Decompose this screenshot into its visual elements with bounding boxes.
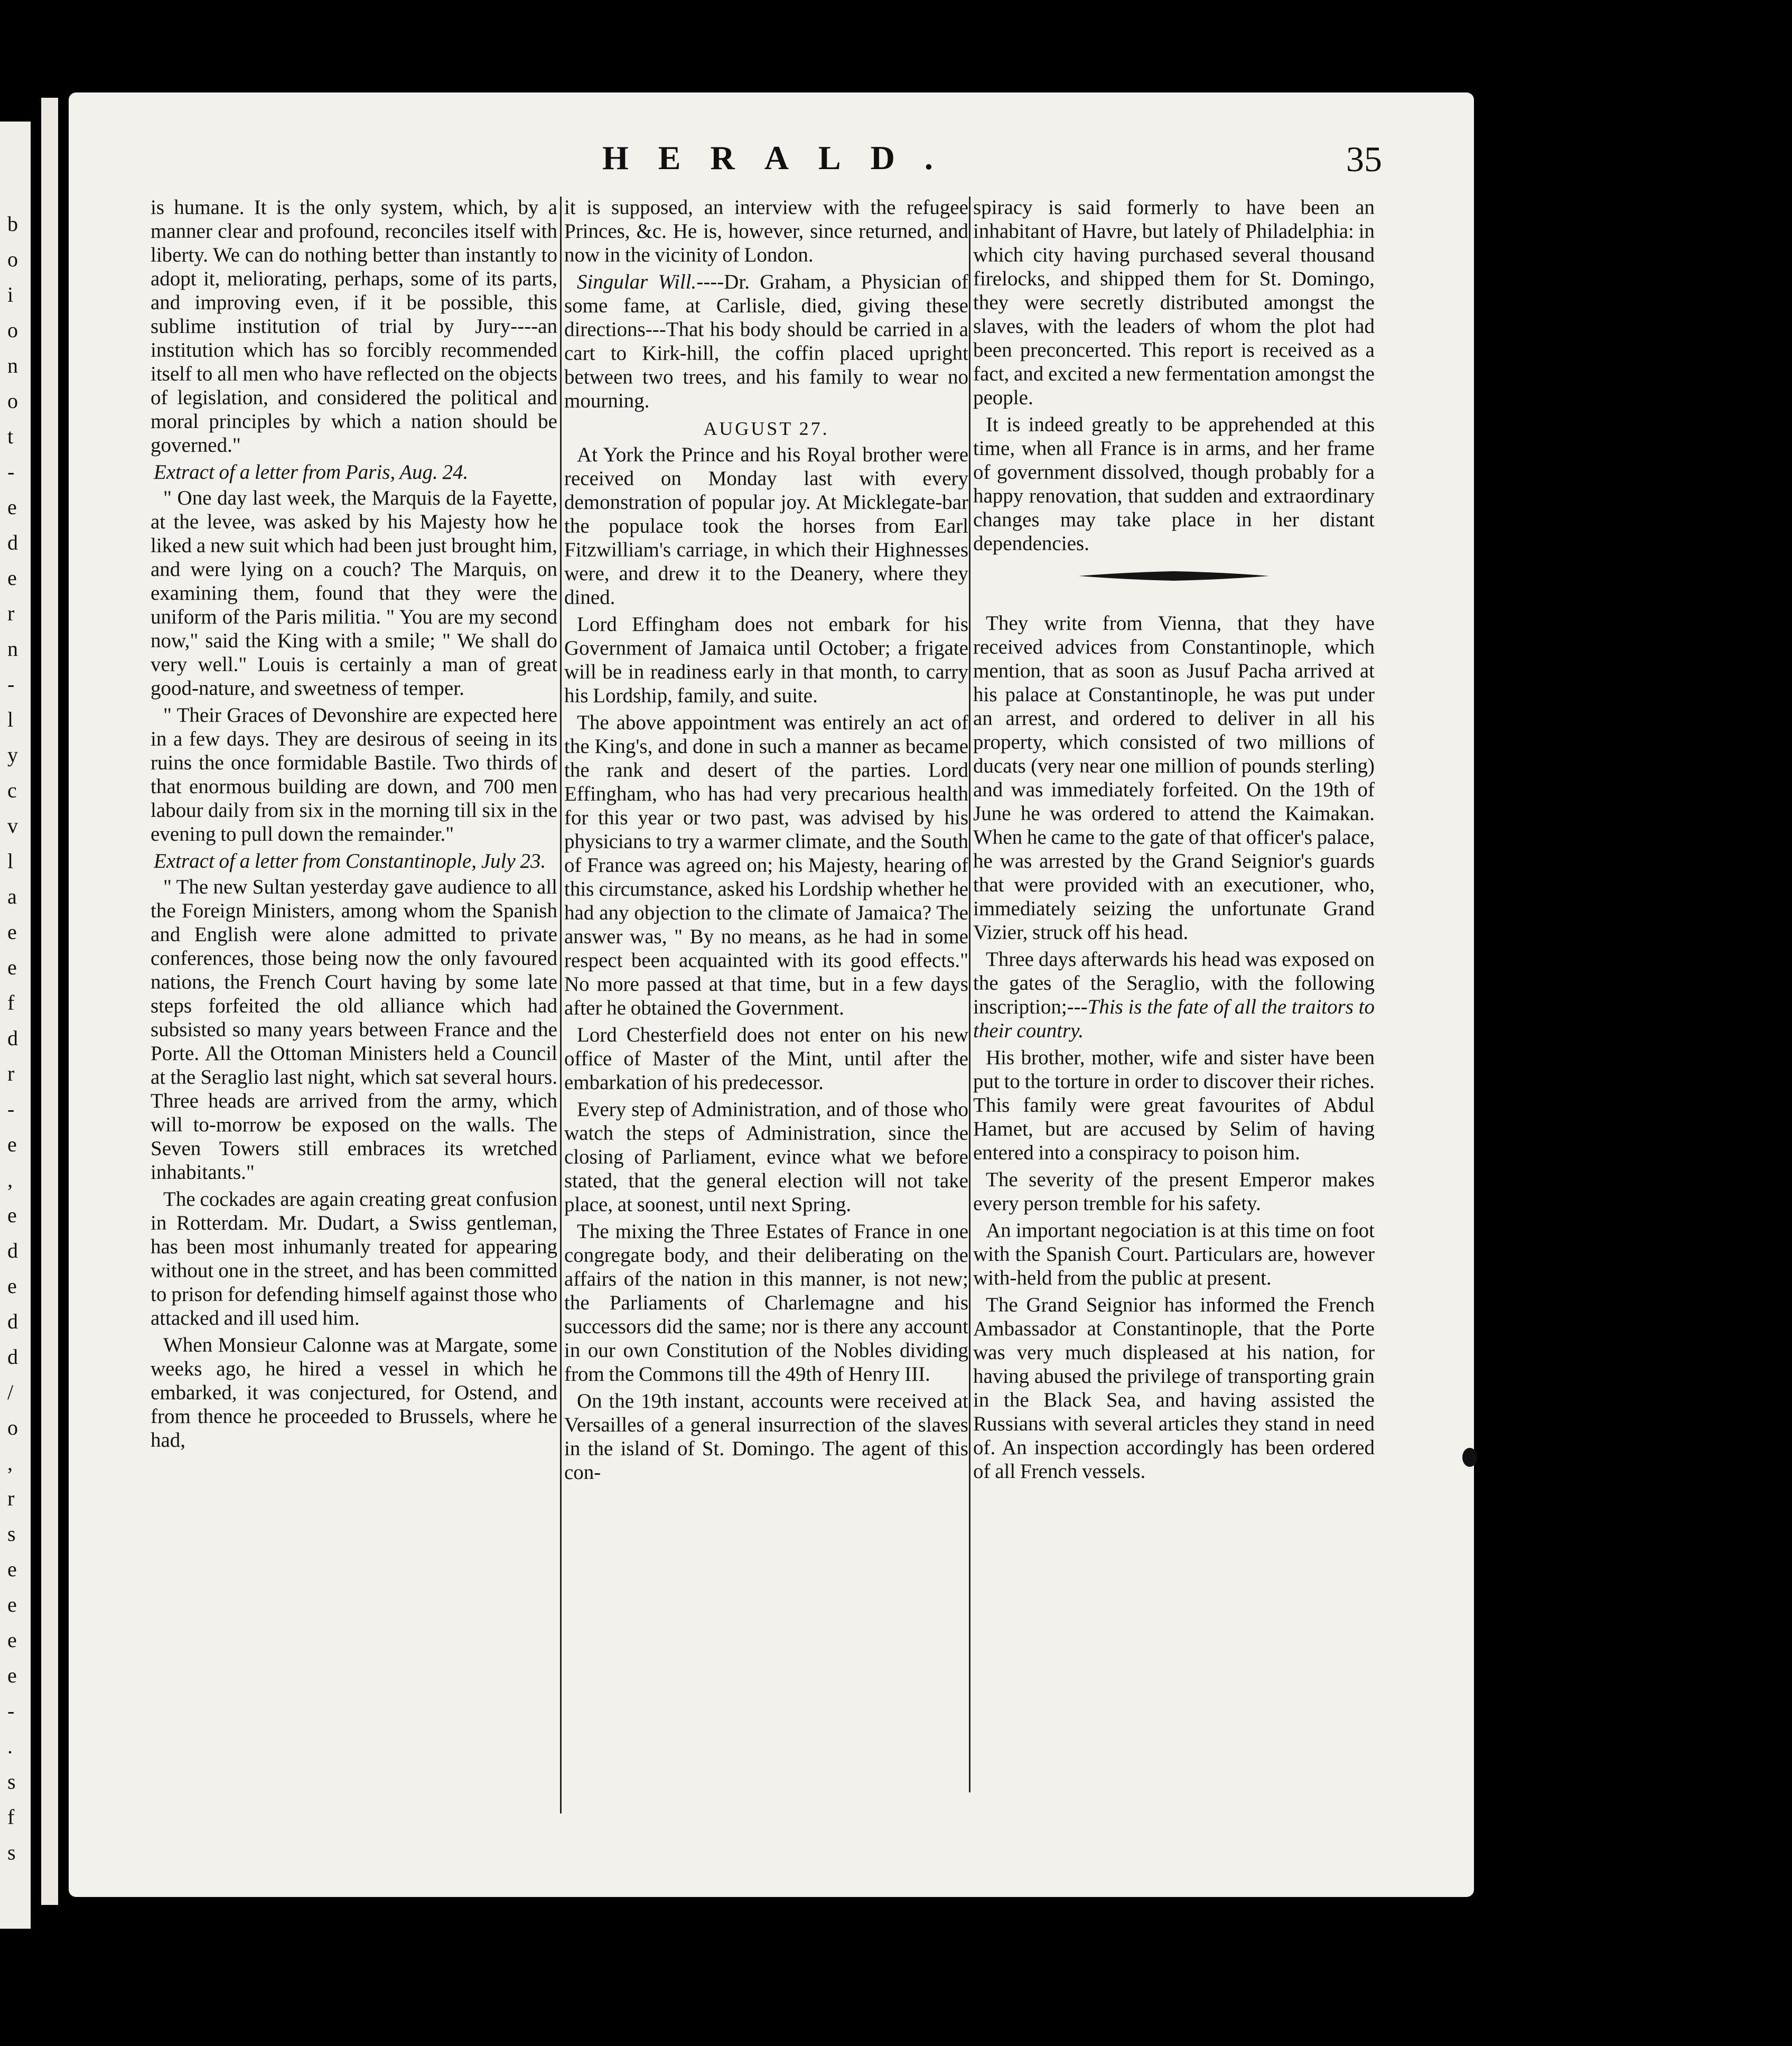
- ornamental-rule: [1079, 570, 1269, 582]
- paragraph: At York the Prince and his Royal brother were received on Monday last with every demonstration of popular joy. At Micklegate-bar the populace took the horses from Earl Fitzwilliam's carriage, in which their Highnesses were, and drew it to the Deanery, where they dined.: [564, 443, 968, 609]
- facing-page-fragment: t: [7, 424, 14, 448]
- facing-page-fragment: d: [7, 1026, 18, 1050]
- paragraph: Every step of Administration, and of those who watch the steps of Administration, since the closing of Parliament, evince what we before stated, that the general election will not take place, at soonest, until next Spring.: [564, 1098, 968, 1216]
- column-left: [151, 196, 557, 1455]
- facing-page-fragment: v: [7, 814, 18, 838]
- facing-page-fragment: r: [7, 601, 15, 625]
- paragraph: " Their Graces of Devonshire are expected here in a few days. They are desirous of seeing in its ruins the once formidable Bastile. Two thirds of that enormous building are down, and 700 men labour daily from six in the morning till six in the evening to pull down the remainder.": [151, 704, 557, 845]
- facing-page-fragment: e: [7, 1132, 17, 1156]
- section-heading: Extract of a letter from Paris, Aug. 24.: [154, 461, 469, 483]
- facing-page-fragment: s: [7, 1770, 16, 1793]
- facing-page-fragment: -: [7, 1097, 15, 1121]
- paragraph: An important negociation is at this time on foot with the Spanish Court. Particulars are, however with-held from the public at present.: [973, 1219, 1375, 1289]
- running-title: HERALD.: [602, 139, 963, 176]
- paragraph: The Grand Seignior has informed the French Ambassador at Constantinople, that the Porte was very much displeased at his nation, for having abused the privilege of transporting grain in the Black Sea, and having assisted the Russians with several articles they stand in need of. An inspection accordingly has been ordered of all French vessels.: [973, 1294, 1375, 1483]
- facing-page-fragment: -: [7, 1699, 15, 1723]
- facing-page-fragment: n: [7, 354, 18, 377]
- facing-page-fragment: c: [7, 778, 17, 802]
- paragraph: The mixing the Three Estates of France in one congregate body, and their deliberating on the affairs of the nation in this manner, is not new; the Parliaments of Charlemagne and his successors did the same; nor is there any account in our own Constitution of the Nobles dividing from the Commons till the 49th of Henry III.: [564, 1220, 968, 1385]
- facing-page-fragment: e: [7, 955, 17, 979]
- paragraph: The severity of the present Emperor makes every person tremble for his safety.: [973, 1168, 1375, 1215]
- facing-page-fragment: d: [7, 1309, 18, 1333]
- facing-page-fragment: s: [7, 1840, 16, 1864]
- paragraph: The above appointment was entirely an act of the King's, and done in such a manner as became the rank and desert of the parties. Lord Effingham, who has had very precarious health for this year or two past, was advised by his physicians to try a warmer climate, and the South of France was agreed on; his Majesty, hearing of this circumstance, asked his Lordship whether he had any objection to the climate of Jamaica? The answer was, " By no means, as he had in some respect been acquainted with its good effects." No more passed at that time, but in a few days after he obtained the Government.: [564, 711, 968, 1019]
- facing-page-fragment: e: [7, 1663, 17, 1687]
- paragraph: Lord Effingham does not embark for his Government of Jamaica until October; a frigate will be in readiness early in that month, to carry his Lordship, family, and suite.: [564, 613, 968, 707]
- paragraph: it is supposed, an interview with the refugee Princes, &c. He is, however, since returned, and now in the vicinity of London.: [564, 196, 968, 266]
- facing-page-fragment: s: [7, 1522, 16, 1546]
- facing-page-fragment: -: [7, 460, 15, 483]
- paragraph: [973, 947, 1375, 1043]
- dateline: AUGUST 27.: [703, 418, 829, 439]
- inscription-text: This is the fate of all the traitors to their country.: [973, 996, 1375, 1042]
- facing-page-fragment: e: [7, 1628, 17, 1652]
- paragraph-text: Three days afterwards his head was exposed on the gates of the Seraglio, with the following inscription;---: [973, 948, 1375, 1018]
- paragraph: They write from Vienna, that they have received advices from Constantinople, which mention, that as soon as Jusuf Pacha arrived at his palace at Constantinople, he was put under an arrest, and ordered to deliver in all his property, which consisted of two millions of ducats (very near one million of pounds sterling) and was immediately forfeited. On the 19th of June he was ordered to attend the Kaimakan. When he came to the gate of that officer's palace, he was arrested by the Grand Seignior's guards that were provided with an executioner, who, immediately seizing the unfortunate Grand Vizier, struck off his head.: [973, 612, 1375, 944]
- facing-page-fragment: b: [7, 212, 18, 236]
- paragraph: " One day last week, the Marquis de la Fayette, at the levee, was asked by his Majesty how he liked a new suit which had been just brought him, and were lying on a couch? The Marquis, on examining them, found that they were the uniform of the Paris militia. " You are my second now," said the King with a smile; " We shall do very well." Louis is certainly a man of great good-nature, and sweetness of temper.: [151, 487, 557, 700]
- facing-page-fragment: e: [7, 920, 17, 944]
- column-right: [973, 196, 1375, 1486]
- page-number: 35: [1346, 139, 1382, 179]
- facing-page-fragment: ,: [7, 1451, 13, 1475]
- facing-page-fragment: e: [7, 495, 17, 519]
- facing-page-fragment: o: [7, 389, 18, 413]
- paragraph: is humane. It is the only system, which, by a manner clear and profound, reconciles itself with liberty. We can do nothing better than instantly to adopt it, meliorating, perhaps, some of its parts, and improving even, if it be possible, this sublime institution of trial by Jury----an institution which has so forcibly recommended itself to all men who have reflected on the objects of legislation, and considered the political and moral principles by which a nation should be governed.": [151, 196, 557, 457]
- facing-page-fragment: d: [7, 1239, 18, 1262]
- ink-blot: [1462, 1448, 1477, 1467]
- facing-page-fragment: -: [7, 672, 15, 696]
- facing-page-fragment: e: [7, 1274, 17, 1298]
- facing-page-fragment: l: [7, 849, 14, 873]
- facing-page-fragment: e: [7, 1557, 17, 1581]
- paragraph: His brother, mother, wife and sister have been put to the torture in order to discover their riches. This family were great favourites of Abdul Hamet, but are accused by Selim of having entered into a conspiracy to poison him.: [973, 1046, 1375, 1164]
- facing-page-fragment: r: [7, 1486, 15, 1510]
- facing-page-fragment: f: [7, 1805, 15, 1829]
- paragraph: The cockades are again creating great confusion in Rotterdam. Mr. Dudart, a Swiss gentleman, has been most inhumanly treated for appearing without one in the street, and has been committed to prison for defending himself against those who attacked and ill used him.: [151, 1188, 557, 1329]
- column-rule-right: [969, 197, 970, 1792]
- facing-page-fragment: ,: [7, 1168, 13, 1192]
- facing-page-fragment: f: [7, 991, 15, 1015]
- facing-page-fragment: o: [7, 247, 18, 271]
- facing-page-fragment: d: [7, 1345, 18, 1369]
- paragraph: It is indeed greatly to be apprehended at this time, when all France is in arms, and her frame of government dissolved, though probably for a happy renovation, that sudden and extraordinary changes may take place in her distant dependencies.: [973, 413, 1375, 555]
- facing-page-fragment: r: [7, 1062, 15, 1085]
- column-rule-left: [560, 197, 562, 1814]
- section-heading: Extract of a letter from Constantinople, July 23.: [154, 850, 546, 872]
- facing-page-fragment: e: [7, 1203, 17, 1227]
- paragraph: spiracy is said formerly to have been an inhabitant of Havre, but lately of Philadelphia: in which city having purchased several thousand firelocks, and shipped them for St. Domingo, they were secretly distributed amongst the slaves, with the leaders of whom the plot had been preconcerted. This report is received as a fact, and excited a new fermentation amongst the people.: [973, 196, 1375, 409]
- facing-page-fragment: y: [7, 743, 18, 767]
- facing-page-fragment: o: [7, 1416, 18, 1439]
- paragraph-text: ----Dr. Graham, a Physician of some fame, at Carlisle, died, giving these directions---That his body should be carried in a cart to Kirk-hill, the coffin placed upright between two trees, and his family to wear no mourning.: [564, 271, 968, 412]
- facing-page-edge: [0, 122, 31, 1929]
- paragraph: " The new Sultan yesterday gave audience to all the Foreign Ministers, among whom the Spanish and English were alone admitted to private conferences, those being now the only favoured nations, the French Court having by some late steps forfeited the old alliance which had subsisted so many years between France and the Porte. All the Ottoman Ministers held a Council at the Seraglio last night, which sat several hours. Three heads are arrived from the army, which will to-morrow be exposed on the walls. The Seven Towers still embraces its wretched inhabitants.": [151, 876, 557, 1184]
- facing-page-fragment: e: [7, 1593, 17, 1616]
- facing-page-fragment: d: [7, 531, 18, 554]
- facing-page-fragment: n: [7, 637, 18, 661]
- book-gutter: [41, 98, 58, 1905]
- column-middle: [564, 196, 968, 1487]
- paragraph: Lord Chesterfield does not enter on his new office of Master of the Mint, until after the embarkation of his predecessor.: [564, 1024, 968, 1094]
- facing-page-fragment: l: [7, 708, 14, 731]
- facing-page-fragment: i: [7, 283, 14, 306]
- paragraph: When Monsieur Calonne was at Margate, some weeks ago, he hired a vessel in which he embarked, it was conjectured, for Ostend, and from thence he proceeded to Brussels, where he had,: [151, 1334, 557, 1452]
- paragraph: On the 19th instant, accounts were received at Versailles of a general insurrection of the slaves in the island of St. Domingo. The agent of this con-: [564, 1390, 968, 1484]
- facing-page-fragment: e: [7, 566, 17, 590]
- facing-page-fragment: o: [7, 318, 18, 342]
- paragraph-lead: Singular Will.: [577, 271, 697, 293]
- paragraph: [564, 270, 968, 413]
- facing-page-fragment: .: [7, 1734, 13, 1758]
- facing-page-fragment: a: [7, 885, 17, 908]
- facing-page-fragment: /: [7, 1380, 14, 1404]
